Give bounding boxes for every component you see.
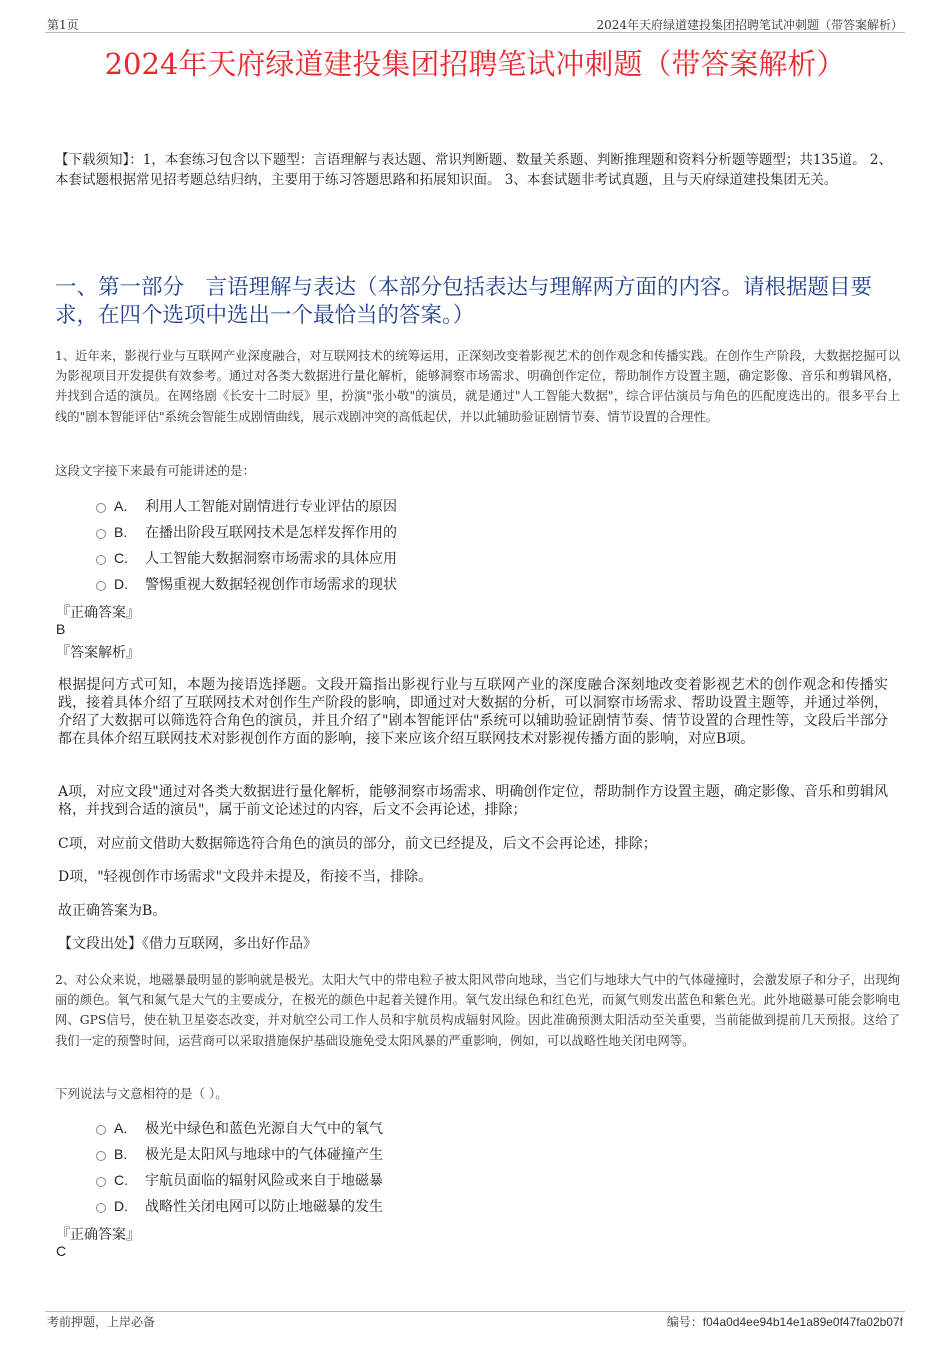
analysis-paragraph: 故正确答案为B。 <box>58 903 167 919</box>
radio-icon[interactable] <box>96 555 106 565</box>
document-id: 编号：f04a0d4ee94b14e1a89e0f47fa02b07f <box>666 1315 903 1329</box>
section-heading: 一、第一部分 言语理解与表达（本部分包括表达与理解两方面的内容。请根据题目要求，在四个选项中选出一个最恰当的答案。） <box>55 275 873 328</box>
question-1-prompt: 这段文字接下来最有可能讲述的是： <box>55 463 256 478</box>
page-number: 第1页 <box>47 18 79 32</box>
radio-icon[interactable] <box>96 503 106 513</box>
download-notice: 【下载须知】：1，本套练习包含以下题型：言语理解与表达题、常识判断题、数量关系题、判断推理题和资料分析题等题型；共135道。 2、本套试题根据常见招考题总结归纳，主要用于练习答题思路和拓展知识面。 3、本套试题非考试真题，且与天府绿道建投集团无关。 <box>55 152 892 188</box>
header-divider <box>45 32 905 33</box>
header-doc-title: 2024年天府绿道建投集团招聘笔试冲刺题（带答案解析） <box>596 18 903 32</box>
radio-icon[interactable] <box>96 1177 106 1187</box>
radio-icon[interactable] <box>96 1203 106 1213</box>
radio-icon[interactable] <box>96 1125 106 1135</box>
option-a[interactable]: A. 利用人工智能对剧情进行专业评估的原因 <box>96 496 397 516</box>
analysis-label: 『答案解析』 <box>56 645 140 661</box>
question-2-stem: 2、对公众来说，地磁暴最明显的影响就是极光。太阳大气中的带电粒子被太阳风带向地球，当它们与地球大气中的气体碰撞时，会激发原子和分子，出现绚丽的颜色。氧气和氮气是大气的主要成分，在极光的颜色中起着关键作用。氧气发出绿色和红色光，而氮气则发出蓝色和紫色光。此外地磁暴可能会影响电网、GPS信号，使在轨卫星姿态改变，并对航空公司工作人员和宇航员构成辐射风险。因此准确预测太阳活动至关重要，当前能做到提前几天预报。这给了我们一定的预警时间，运营商可以采取措施保护基础设施免受太阳风暴的严重影响，例如，可以战略性地关闭电网等。 <box>55 973 900 1048</box>
answer-value: C <box>56 1243 67 1259</box>
option-d[interactable]: D. 警惕重视大数据轻视创作市场需求的现状 <box>96 574 397 594</box>
footer-divider <box>45 1311 905 1312</box>
option-b[interactable]: B. 极光是太阳风与地球中的气体碰撞产生 <box>96 1144 383 1164</box>
radio-icon[interactable] <box>96 1151 106 1161</box>
radio-icon[interactable] <box>96 529 106 539</box>
analysis-paragraph: C项，对应前文借助大数据筛选符合角色的演员的部分，前文已经提及，后文不会再论述，排除； <box>58 836 657 852</box>
question-1-stem: 1、近年来，影视行业与互联网产业深度融合，对互联网技术的统筹运用，正深刻改变着影视艺术的创作观念和传播实践。在创作生产阶段，大数据挖掘可以为影视项目开发提供有效参考。通过对各类大数据进行量化解析，能够洞察市场需求、明确创作定位，帮助制作方设置主题，确定影像、音乐和剪辑风格，并找到合适的演员。在网络剧《长安十二时辰》里，扮演"张小敬"的演员，就是通过"人工智能大数据"，综合评估演员与角色的匹配度选出的。很多平台上线的"剧本智能评估"系统会智能生成剧情曲线，展示戏剧冲突的高低起伏，并以此辅助验证剧情节奏、情节设置的合理性。 <box>55 349 900 424</box>
page-title: 2024年天府绿道建投集团招聘笔试冲刺题（带答案解析） <box>104 47 846 81</box>
analysis-paragraph: A项，对应文段"通过对各类大数据进行量化解析，能够洞察市场需求、明确创作定位，帮助制作方设置主题，确定影像、音乐和剪辑风格，并找到合适的演员"，属于前文论述过的内容，后文不会再论述，排除； <box>58 784 888 818</box>
option-b[interactable]: B. 在播出阶段互联网技术是怎样发挥作用的 <box>96 522 397 542</box>
analysis-paragraph: D项，"轻视创作市场需求"文段并未提及，衔接不当，排除。 <box>58 869 433 885</box>
option-a[interactable]: A. 极光中绿色和蓝色光源自大气中的氧气 <box>96 1118 383 1138</box>
option-c[interactable]: C. 人工智能大数据洞察市场需求的具体应用 <box>96 548 397 568</box>
analysis-paragraph: 根据提问方式可知，本题为接语选择题。文段开篇指出影视行业与互联网产业的深度融合深刻地改变着影视艺术的创作观念和传播实践，接着具体介绍了互联网技术对创作生产阶段的影响，即通过对大数据的分析，可以洞察市场需求、帮助设置主题等，并通过举例，介绍了大数据可以筛选符合角色的演员，并且介绍了"剧本智能评估"系统可以辅助验证剧情节奏、情节设置的合理性等，文段后半部分都在具体介绍互联网技术对影视创作方面的影响，接下来应该介绍互联网技术对影视传播方面的影响，对应B项。 <box>58 677 888 747</box>
answer-label: 『正确答案』 <box>56 1227 140 1243</box>
radio-icon[interactable] <box>96 581 106 591</box>
answer-label: 『正确答案』 <box>56 605 140 621</box>
option-c[interactable]: C. 宇航员面临的辐射风险或来自于地磁暴 <box>96 1170 383 1190</box>
question-2-prompt: 下列说法与文意相符的是（ ）。 <box>55 1086 228 1101</box>
answer-value: B <box>56 621 66 637</box>
footer-slogan: 考前押题，上岸必备 <box>47 1315 156 1329</box>
source-citation: 【文段出处】《借力互联网，多出好作品》 <box>58 936 317 952</box>
option-d[interactable]: D. 战略性关闭电网可以防止地磁暴的发生 <box>96 1196 383 1216</box>
